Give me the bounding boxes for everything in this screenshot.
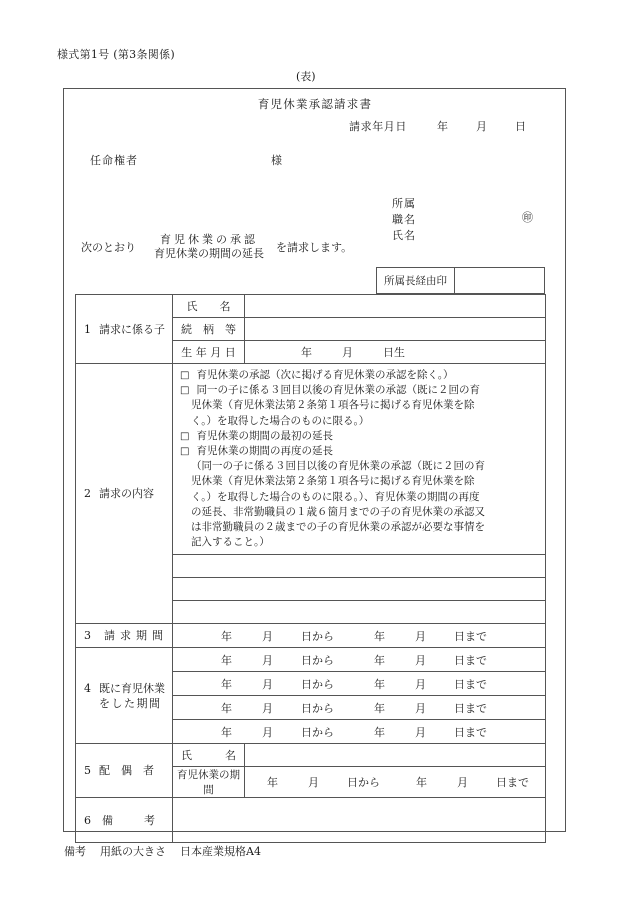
job-title-label: 職名 (392, 213, 416, 226)
past-year-from: 年 (221, 725, 232, 739)
request-option-approval: 育児休業の承認 (160, 233, 258, 246)
checkbox-option-2-cont-2: く。）を取得した場合のものに限る。） (191, 414, 370, 427)
request-statement (81, 233, 352, 261)
past-year-to: 年 (374, 725, 385, 739)
past-day-from: 日から (301, 677, 334, 691)
child-relation-label: 続 柄 等 (173, 318, 245, 341)
spouse-year-from: 年 (267, 776, 278, 790)
request-content-note-5: は非常勤職員の２歳までの子の育児休業の承認が必要な事情を (191, 521, 485, 534)
past-month-from: 月 (262, 701, 273, 715)
section-1-number: 1 (84, 322, 91, 336)
request-statement-suffix: を請求します。 (276, 241, 353, 254)
request-option-extension: 育児休業の期間の延長 (154, 247, 264, 260)
past-leave-inner-2 (173, 676, 545, 692)
period-month-from: 月 (262, 629, 273, 643)
past-leave-period-row-1[interactable] (173, 648, 546, 672)
past-day-from: 日から (301, 725, 334, 739)
checkbox-option-1[interactable] (180, 368, 537, 383)
request-date-day: 日 (515, 120, 526, 133)
document-title: 育児休業承認請求書 (257, 97, 373, 111)
past-leave-inner-4 (173, 724, 545, 740)
past-year-to: 年 (374, 653, 385, 667)
request-content-note-4: の延長、非常勤職員の１歳６箇月までの子の育児休業の承認又 (191, 505, 485, 518)
checkbox-option-3-label: 育児休業の期間の最初の延長 (196, 429, 333, 442)
request-content-blank-line-2[interactable] (173, 578, 546, 601)
request-date-line (349, 118, 526, 134)
period-year-to: 年 (374, 629, 385, 643)
child-name-label: 氏 名 (173, 295, 245, 318)
past-leave-period-row-4[interactable] (173, 720, 546, 744)
past-year-to: 年 (374, 701, 385, 715)
checkbox-option-2-label: 同一の子に係る３回目以後の育児休業の承認（既に２回の育 (196, 384, 480, 397)
section-4-number: 4 (84, 681, 91, 695)
form-main-table (75, 294, 546, 843)
checkbox-option-2[interactable] (180, 383, 537, 398)
form-code-label: 様式第1号 (第3条関係) (57, 48, 175, 61)
checkbox-option-2-cont-1: 児休業（育児休業法第２条第１項各号に掲げる育児休業を除 (191, 399, 475, 412)
request-content-note-2: 児休業（育児休業法第２条第１項各号に掲げる育児休業を除 (191, 475, 475, 488)
footer-note (64, 843, 261, 859)
section-6-title: 備 考 (102, 813, 158, 827)
past-year-to: 年 (374, 677, 385, 691)
table-row (76, 364, 546, 555)
section-6-label (76, 798, 173, 843)
table-row (76, 648, 546, 672)
spouse-name-field[interactable] (245, 744, 546, 767)
footer-label: 備考 (64, 845, 86, 858)
past-year-from: 年 (221, 653, 232, 667)
birth-month: 月 (342, 346, 353, 359)
footer-text-2: 日本産業規格A4 (180, 845, 261, 858)
period-day-from: 日から (301, 629, 334, 643)
spouse-month-from: 月 (308, 776, 319, 790)
section-3-title: 請求期間 (104, 629, 168, 643)
request-date-label: 請求年月日 (349, 120, 407, 133)
request-period-row[interactable] (173, 624, 546, 648)
table-row (76, 744, 546, 767)
child-birthdate-label: 生 年 月 日 (173, 341, 245, 364)
request-statement-prefix: 次のとおり (81, 241, 136, 254)
spouse-year-to: 年 (416, 776, 427, 790)
request-period-inner (173, 628, 545, 644)
child-birthdate-inner (245, 344, 545, 360)
spouse-day-from: 日から (347, 776, 380, 790)
period-month-to: 月 (415, 629, 426, 643)
checkbox-option-4[interactable] (180, 444, 537, 459)
table-row (76, 295, 546, 318)
section-4-title-line1: 既に育児休業 (99, 681, 165, 695)
child-birthdate-field[interactable] (245, 341, 546, 364)
supervisor-stamp-label: 所属長経由印 (377, 268, 455, 293)
section-4-label (76, 648, 173, 744)
honorific-label: 様 (271, 154, 282, 167)
checkbox-option-3[interactable] (180, 429, 537, 444)
checkbox-icon[interactable]: □ (180, 446, 190, 458)
birth-year: 年 (301, 346, 312, 359)
request-content-cell (173, 364, 546, 555)
past-year-from: 年 (221, 701, 232, 715)
table-row (76, 798, 546, 843)
period-year-from: 年 (221, 629, 232, 643)
request-date-year: 年 (437, 120, 448, 133)
past-month-from: 月 (262, 725, 273, 739)
footer-text-1: 用紙の大きさ (100, 845, 166, 858)
section-2-title: 請求の内容 (99, 487, 154, 501)
section-6-number: 6 (84, 813, 91, 827)
past-day-to: 日まで (454, 725, 487, 739)
affiliation-label: 所属 (392, 197, 416, 210)
section-3-number: 3 (84, 629, 91, 643)
appointer-label: 任命権者 (90, 154, 138, 167)
birth-day: 日生 (383, 346, 405, 359)
past-day-to: 日まで (454, 677, 487, 691)
spouse-leave-period-row[interactable] (245, 767, 546, 798)
past-leave-period-row-3[interactable] (173, 696, 546, 720)
past-day-to: 日まで (454, 653, 487, 667)
section-1-title: 請求に係る子 (99, 322, 165, 336)
checkbox-icon[interactable]: □ (180, 370, 190, 381)
past-month-to: 月 (415, 725, 426, 739)
side-label: (表) (296, 70, 316, 83)
section-5-number: 5 (84, 764, 91, 778)
section-1-label (76, 295, 173, 364)
section-5-title: 配 偶 者 (99, 764, 154, 778)
past-year-from: 年 (221, 677, 232, 691)
past-month-from: 月 (262, 653, 273, 667)
table-row (76, 624, 546, 648)
request-content-note-3: く。）を取得した場合のものに限る。）、育児休業の期間の再度 (191, 490, 480, 503)
section-2-label (76, 364, 173, 624)
past-leave-inner-3 (173, 700, 545, 716)
checkbox-icon[interactable]: □ (180, 430, 190, 442)
section-5-label (76, 744, 173, 798)
past-leave-inner-1 (173, 652, 545, 668)
spouse-leave-period-label: 育児休業の期間 (173, 767, 245, 798)
spouse-day-to: 日まで (496, 776, 529, 790)
request-content-note-6: 記入すること。） (191, 536, 270, 549)
past-day-from: 日から (301, 701, 334, 715)
applicant-org-block (392, 196, 416, 244)
past-month-to: 月 (415, 701, 426, 715)
section-2-number: 2 (84, 487, 91, 501)
seal-icon: ㊞ (522, 211, 533, 224)
request-content-note-1: （同一の子に係る３回目以後の育児休業の承認（既に２回の育 (191, 460, 485, 473)
supervisor-stamp-box (376, 267, 545, 294)
checkbox-icon[interactable]: □ (180, 385, 190, 397)
child-name-field[interactable] (245, 295, 546, 318)
request-type-options (154, 233, 264, 261)
request-content-blank-line-1[interactable] (173, 555, 546, 578)
section-3-label (76, 624, 173, 648)
request-content-blank-line-3[interactable] (173, 601, 546, 624)
section-4-title-line2: をした期間 (99, 696, 162, 710)
past-leave-period-row-2[interactable] (173, 672, 546, 696)
past-day-from: 日から (301, 653, 334, 667)
child-relation-field[interactable] (245, 318, 546, 341)
past-month-to: 月 (415, 653, 426, 667)
supervisor-stamp-field[interactable] (455, 268, 544, 293)
past-month-from: 月 (262, 677, 273, 691)
checkbox-option-4-label: 育児休業の期間の再度の延長 (196, 445, 333, 458)
remarks-field[interactable] (173, 798, 546, 843)
checkbox-option-1-label: 育児休業の承認（次に掲げる育児休業の承認を除く。） (196, 369, 454, 381)
spouse-name-label: 氏 名 (173, 744, 245, 767)
applicant-name-label: 氏名 (392, 229, 416, 242)
spouse-period-inner (245, 774, 545, 790)
past-month-to: 月 (415, 677, 426, 691)
request-date-month: 月 (476, 120, 487, 133)
spouse-month-to: 月 (457, 776, 468, 790)
period-day-to: 日まで (454, 629, 487, 643)
past-day-to: 日まで (454, 701, 487, 715)
